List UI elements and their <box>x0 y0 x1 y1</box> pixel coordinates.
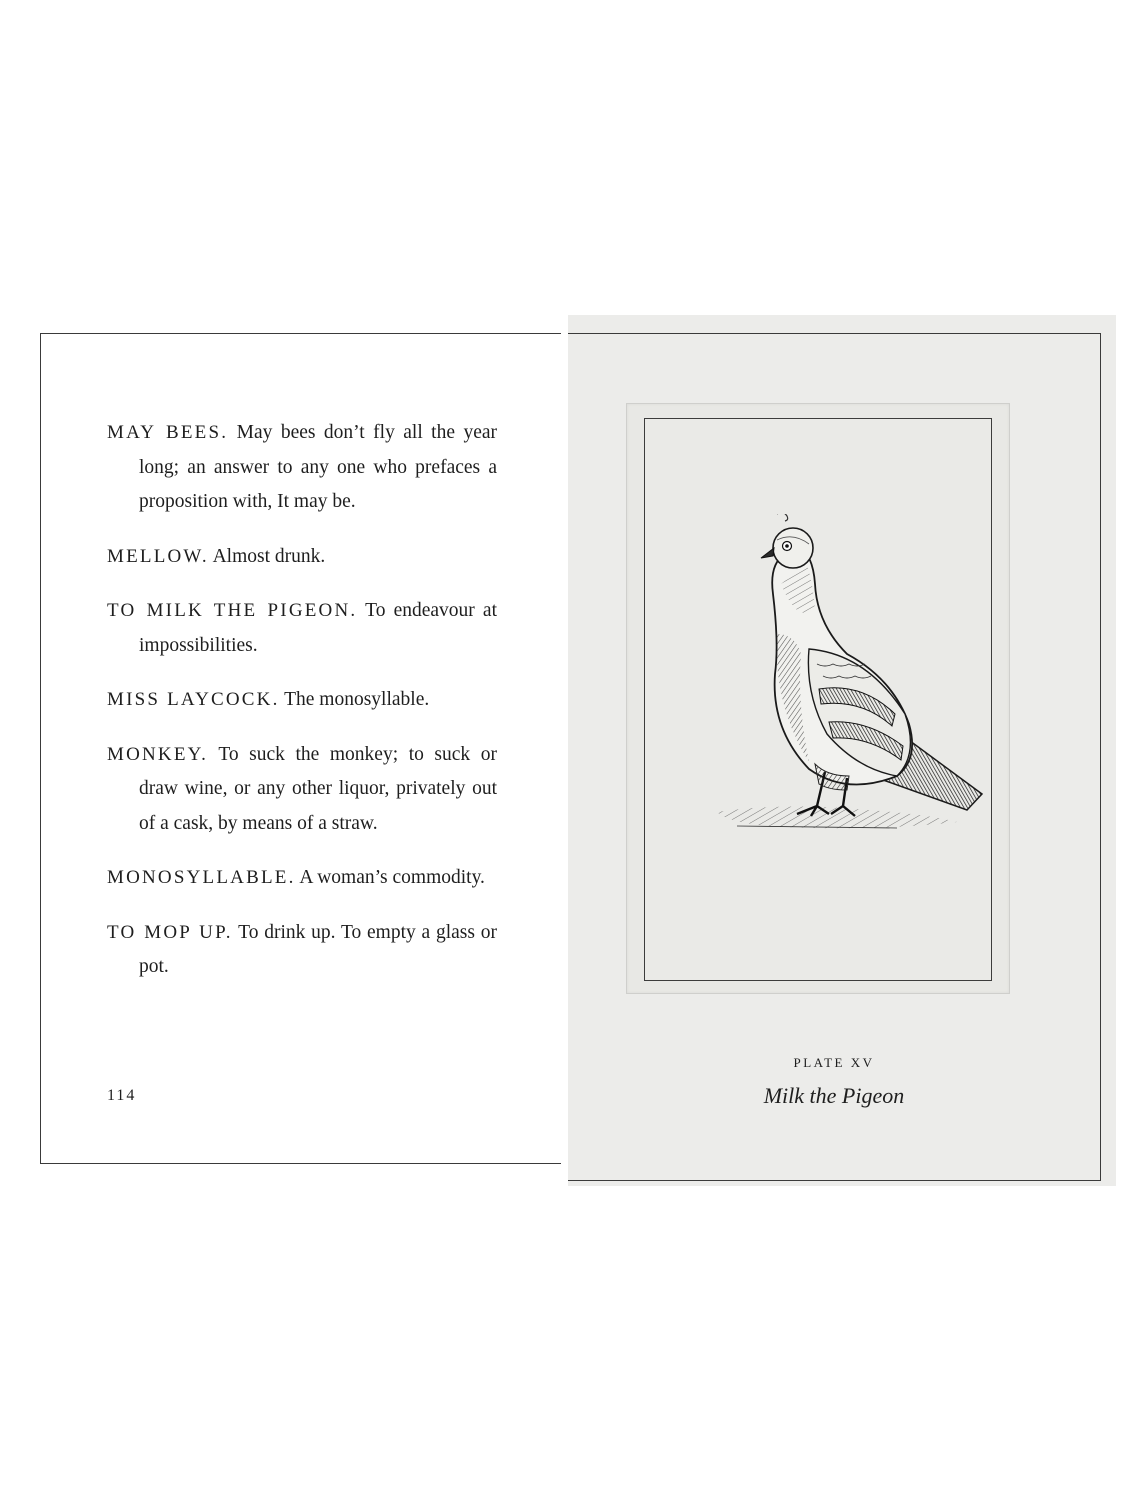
left-page <box>40 333 561 1164</box>
plate-frame <box>644 418 992 981</box>
headword: MELLOW. <box>107 545 209 567</box>
plate-label: PLATE XV <box>793 1055 875 1070</box>
definition: Almost drunk. <box>212 545 326 567</box>
right-page <box>568 315 1116 1186</box>
definition: May bees don’t fly all the year long; an answer to any one who prefaces a proposition with, It may be. <box>139 422 497 512</box>
entry-mellow <box>107 540 497 575</box>
entry-monosyllable <box>107 861 497 896</box>
headword: MONKEY. <box>107 743 209 765</box>
plate-mark <box>626 403 1010 994</box>
headword: MAY BEES. <box>107 422 229 443</box>
plate-title: Milk the Pigeon <box>763 1083 905 1108</box>
headword: TO MILK THE PIGEON. <box>107 600 358 621</box>
entry-milk-the-pigeon <box>107 594 497 663</box>
definition: To drink up. To empty a glass or pot. <box>139 921 497 977</box>
definition: A woman’s commodity. <box>299 867 485 888</box>
headword: MONOSYLLABLE. <box>107 867 296 888</box>
entry-mop-up <box>107 916 497 985</box>
definition: To suck the monkey; to suck or draw wine, or any other liquor, privately out of a cask, by means of a straw. <box>139 743 497 834</box>
entry-miss-laycock <box>107 683 497 718</box>
headword: MISS LAYCOCK. <box>107 689 280 710</box>
definition: The monosyllable. <box>284 689 430 710</box>
page-number: 114 <box>107 1087 137 1104</box>
headword: TO MOP UP. <box>107 921 233 943</box>
dictionary-entries <box>107 416 497 1005</box>
entry-monkey <box>107 738 497 842</box>
pigeon-engraving <box>697 514 997 844</box>
entry-may-bees <box>107 416 497 520</box>
definition: To endeavour at impossibilities. <box>139 600 497 656</box>
